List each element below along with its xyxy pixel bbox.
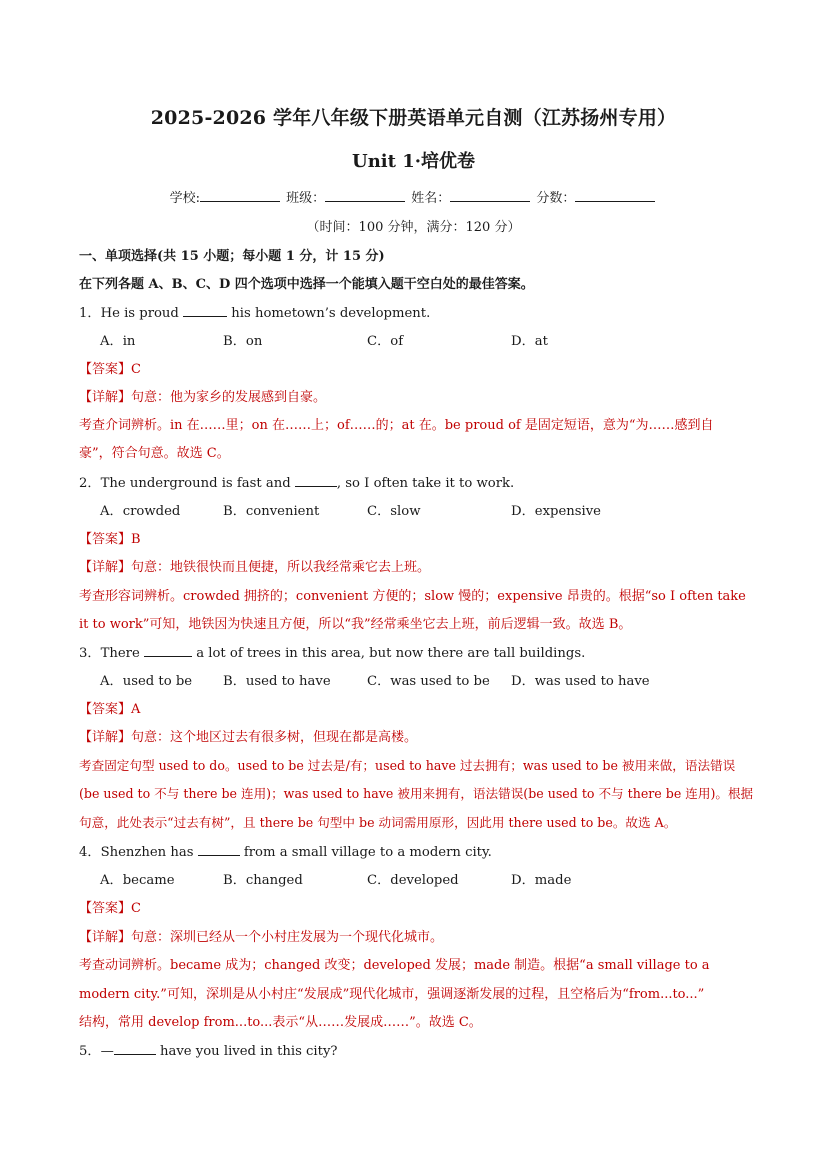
option-c: C．slow (367, 504, 421, 519)
explanation-line: 考查形容词辨析。crowded 拥挤的；convenient 方便的；slow 慢的；expensive 昂贵的。根据“so I often take (79, 589, 746, 604)
explanation-line: (be used to 不与 there be 连用)；was used to have 被用来拥有，语法错误(be used to 不与 there be 连用)。根据 (79, 786, 754, 801)
student-info-fields (0, 187, 827, 206)
answer-key: 【答案】B (79, 532, 141, 547)
option-b: B．used to have (223, 674, 331, 689)
exam-subtitle: Unit 1·培优卷 (352, 151, 475, 172)
explanation-line: 考查动词辨析。became 成为；changed 改变；developed 发展；made 制造。根据“a small village to a (79, 958, 710, 973)
question-number: 4． (79, 845, 101, 860)
name-blank[interactable] (450, 189, 530, 202)
answer-blank (144, 644, 192, 657)
explanation-line: 句意，此处表示“过去有树”，且 there be 句型中 be 动词需用原形，因此用 there used to be。故选 A。 (79, 815, 677, 830)
answer-blank (114, 1042, 156, 1055)
explanation-line: 考查介词辨析。in 在……里；on 在……上；of……的；at 在。be proud of 是固定短语，意为“为……感到自 (79, 418, 714, 433)
school-label: 学校: (169, 191, 200, 206)
section-instruction: 在下列各题 A、B、C、D 四个选项中选择一个能填入题干空白处的最佳答案。 (79, 277, 534, 292)
school-blank[interactable] (200, 189, 280, 202)
option-c: C．of (367, 334, 404, 349)
option-c: C．was used to be (367, 674, 490, 689)
question-number: 2． (79, 476, 101, 491)
explanation-line: 豪”，符合句意。故选 C。 (79, 446, 230, 461)
question-number: 1． (79, 306, 101, 321)
option-c: C．developed (367, 873, 459, 888)
question-number: 5． (79, 1044, 101, 1059)
explanation-line: it to work”可知，地铁因为快速且方便，所以“我”经常乘坐它去上班，前后逻辑一致。故选 B。 (79, 617, 632, 632)
option-b: B．on (223, 334, 263, 349)
option-a: A．used to be (100, 674, 193, 689)
question-3-stem: 3．There a lot of trees in this area, but now there are tall buildings. (79, 646, 586, 661)
detail-line: 【详解】句意：这个地区过去有很多树，但现在都是高楼。 (79, 730, 418, 745)
score-label: 分数： (536, 191, 576, 206)
answer-blank (198, 843, 240, 856)
time-info: （时间：100 分钟，满分：120 分） (306, 220, 521, 235)
explanation-line: modern city.”可知，深圳是从小村庄“发展成”现代化城市，强调逐渐发展的过程，且空格后为“from...to...” (79, 987, 705, 1002)
option-b: B．convenient (223, 504, 320, 519)
detail-line: 【详解】句意：深圳已经从一个小村庄发展为一个现代化城市。 (79, 930, 444, 945)
detail-line: 【详解】句意：地铁很快而且便捷，所以我经常乘它去上班。 (79, 560, 431, 575)
section-heading: 一、单项选择(共 15 小题；每小题 1 分，计 15 分) (79, 249, 385, 264)
question-1-stem: 1．He is proud his hometown’s development. (79, 306, 431, 321)
name-label: 姓名： (411, 191, 451, 206)
question-5-stem: 5．— have you lived in this city? (79, 1044, 338, 1059)
option-b: B．changed (223, 873, 303, 888)
class-label: 班级： (286, 191, 326, 206)
option-d: D．at (511, 334, 548, 349)
option-d: D．made (511, 873, 572, 888)
score-blank[interactable] (575, 189, 655, 202)
answer-blank (295, 474, 337, 487)
exam-title: 2025-2026 学年八年级下册英语单元自测（江苏扬州专用） (150, 107, 677, 129)
answer-key: 【答案】C (79, 362, 141, 377)
option-a: A．crowded (100, 504, 181, 519)
option-a: A．became (100, 873, 175, 888)
answer-blank (183, 304, 227, 317)
explanation-line: 结构，常用 develop from...to...表示“从……发展成……”。故选 C。 (79, 1015, 482, 1030)
question-4-stem: 4．Shenzhen has from a small village to a modern city. (79, 845, 492, 860)
question-number: 3． (79, 646, 101, 661)
option-a: A．in (100, 334, 136, 349)
explanation-line: 考查固定句型 used to do。used to be 过去是/有；used to have 过去拥有；was used to be 被用来做，语法错误 (79, 758, 736, 773)
answer-key: 【答案】C (79, 901, 141, 916)
class-blank[interactable] (325, 189, 405, 202)
option-d: D．was used to have (511, 674, 650, 689)
detail-line: 【详解】句意：他为家乡的发展感到自豪。 (79, 390, 327, 405)
option-d: D．expensive (511, 504, 601, 519)
answer-key: 【答案】A (79, 702, 141, 717)
question-2-stem: 2．The underground is fast and , so I often take it to work. (79, 476, 515, 491)
